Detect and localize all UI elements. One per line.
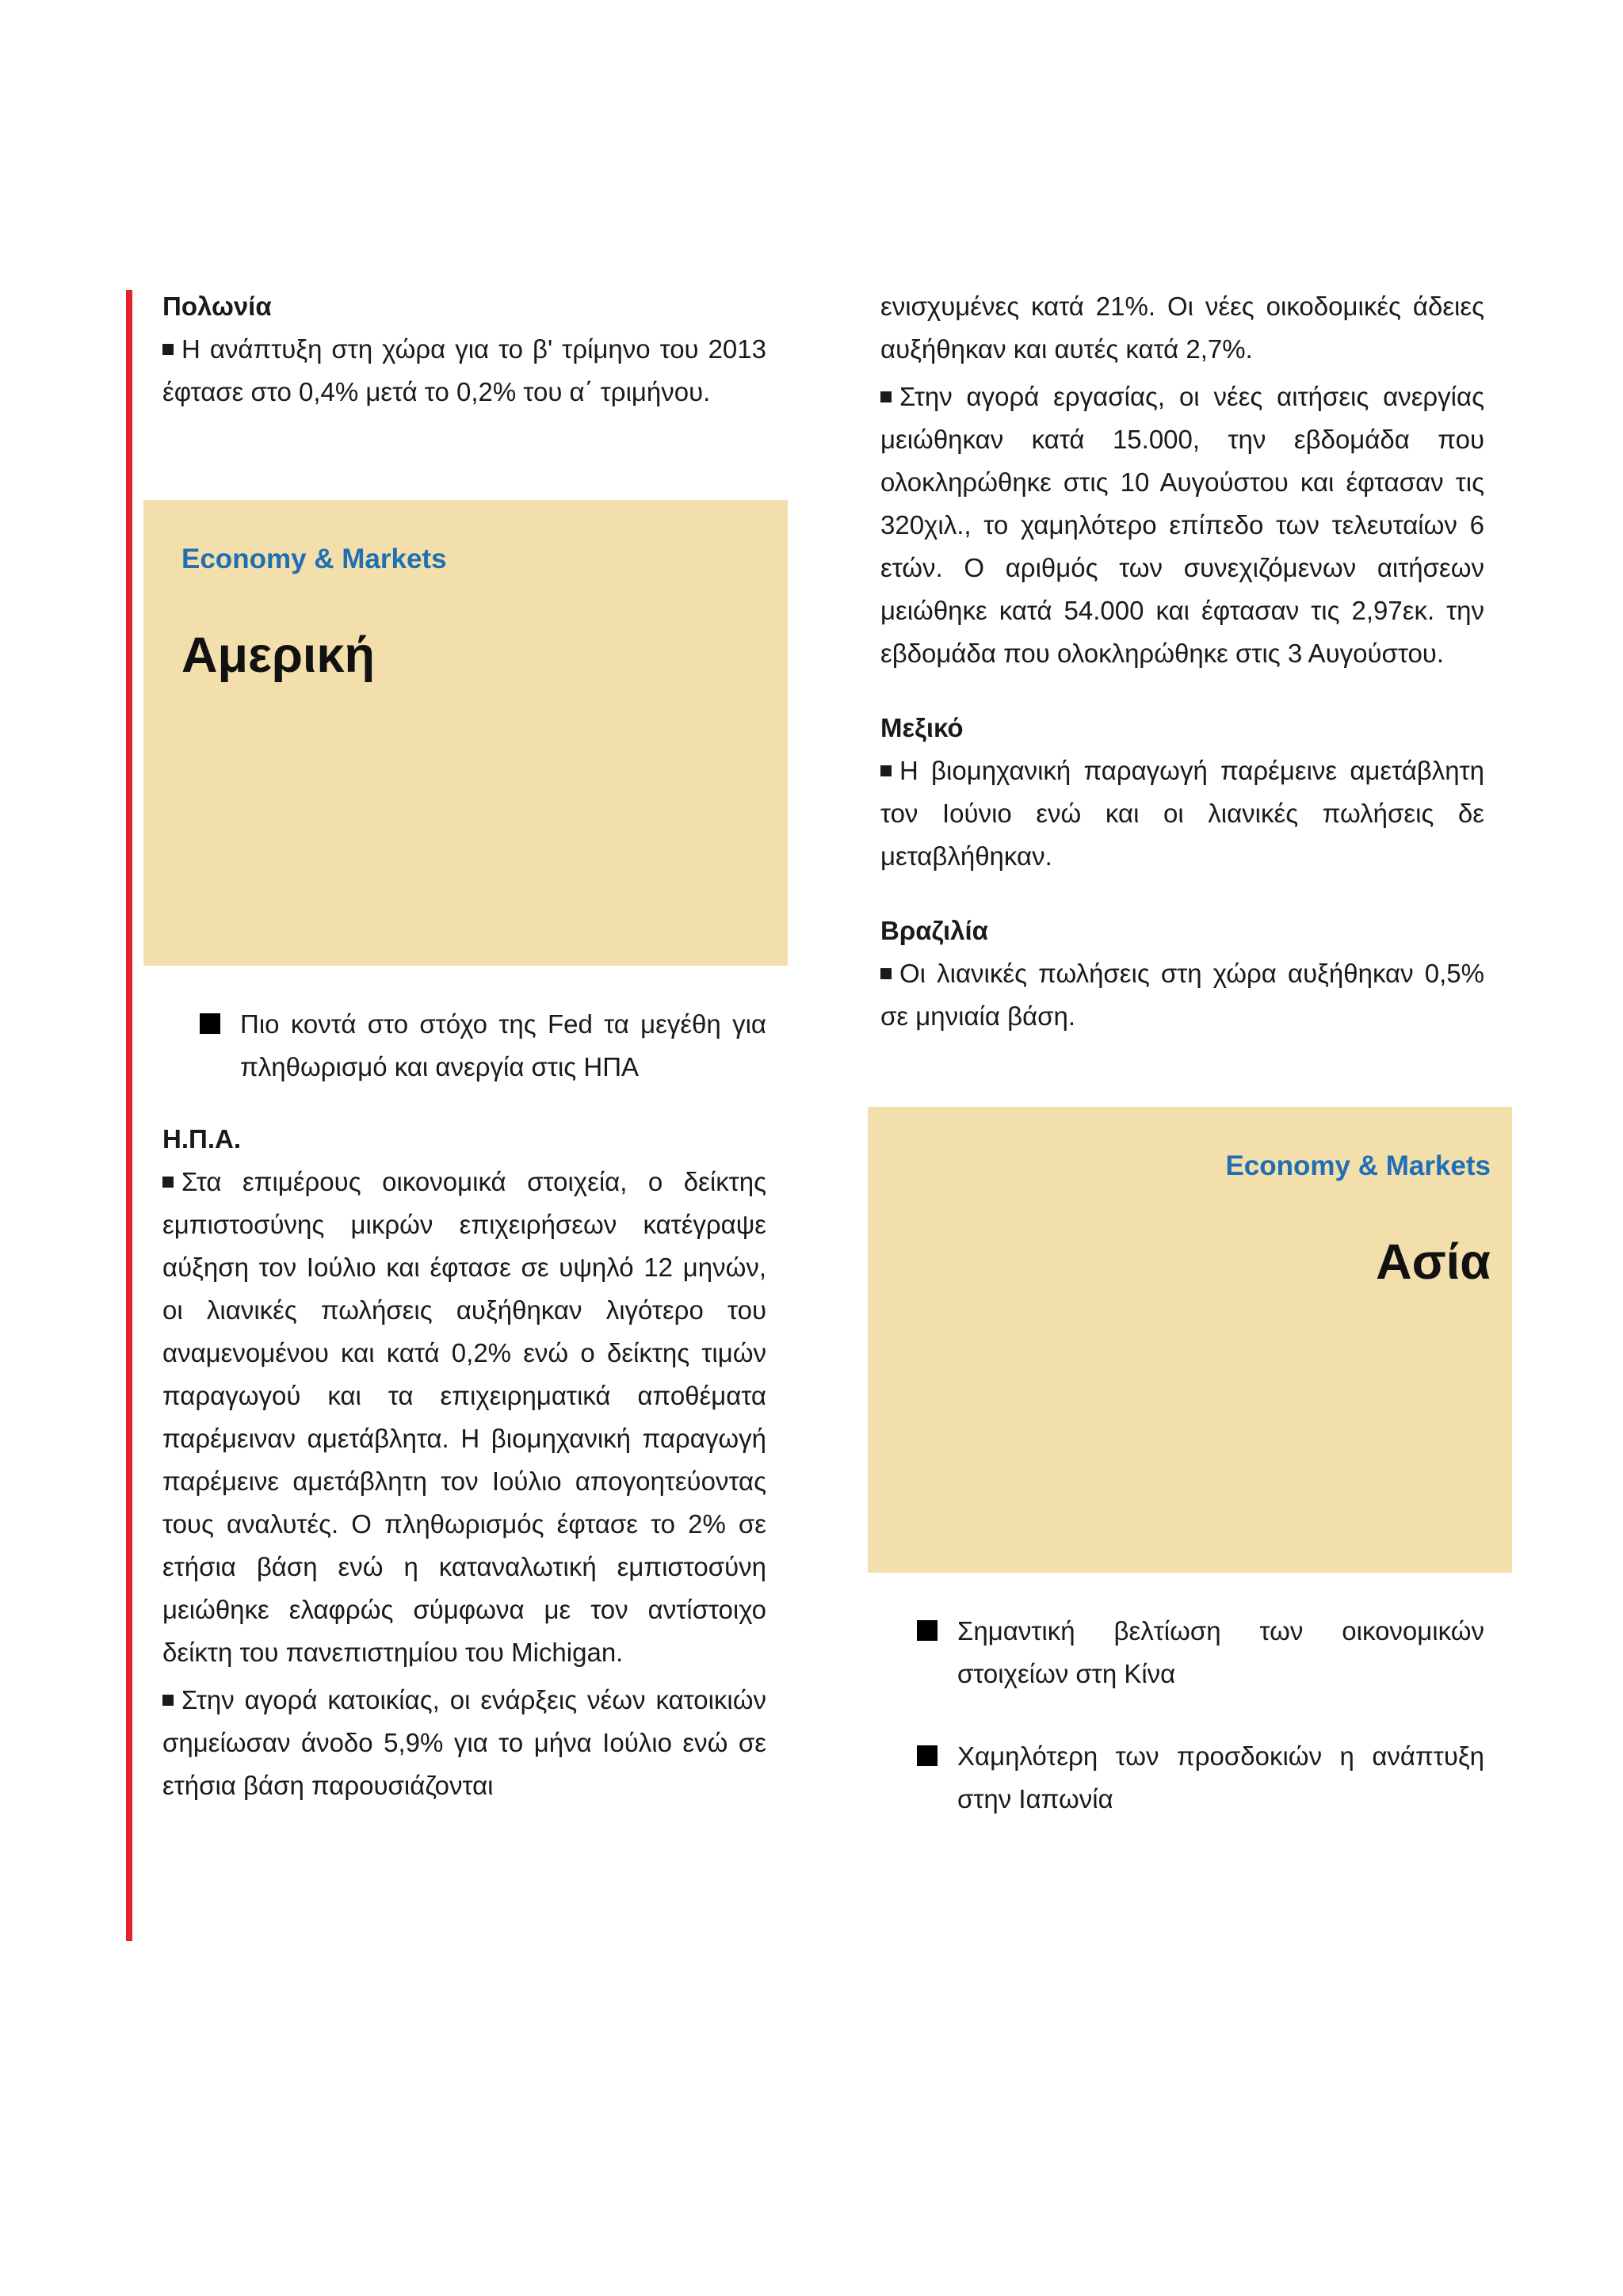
- poland-paragraph: Η ανάπτυξη στη χώρα για το β' τρίμηνο του 2013 έφτασε στο 0,4% μετά το 0,2% του α΄ τριμήνου.: [162, 334, 766, 406]
- usa-continued-paragraph-1: ενισχυμένες κατά 21%. Οι νέες οικοδομικές άδειες αυξήθηκαν και αυτές κατά 2,7%.: [880, 292, 1484, 364]
- brazil-heading: Βραζιλία: [880, 916, 988, 945]
- asia-highlights: [917, 1610, 1484, 1821]
- section-kicker: Economy & Markets: [1225, 1150, 1491, 1181]
- section-banner-america: [143, 500, 788, 966]
- square-bullet-icon: [200, 1013, 220, 1034]
- right-column-top: [880, 285, 1484, 1043]
- section-kicker: Economy & Markets: [181, 543, 447, 574]
- square-bullet-icon: [880, 765, 892, 776]
- highlight-item: Σημαντική βελτίωση των οικονομικών στοιχείων στη Κίνα: [917, 1610, 1484, 1695]
- square-bullet-icon: [162, 1695, 174, 1706]
- section-title-asia: Ασία: [1376, 1234, 1491, 1290]
- usa-continued-paragraph-2: Στην αγορά εργασίας, οι νέες αιτήσεις ανεργίας μειώθηκαν κατά 15.000, την εβδομάδα που ολοκληρώθηκε στις 10 Αυγούστου και έφτασαν τις 320χιλ., το χαμηλότερο επίπεδο των τελευταίων 6 ετών. Ο αριθμός των συνεχιζόμενων αιτήσεων μειώθηκε κατά 54.000 και έφτασαν τις 2,97εκ. την εβδομάδα που ολοκληρώθηκε στις 3 Αυγούστου.: [880, 382, 1484, 668]
- brazil-paragraph: Οι λιανικές πωλήσεις στη χώρα αυξήθηκαν 0,5% σε μηνιαία βάση.: [880, 959, 1484, 1031]
- square-bullet-icon: [917, 1745, 938, 1766]
- square-bullet-icon: [880, 391, 892, 402]
- square-bullet-icon: [162, 344, 174, 355]
- highlight-item: Χαμηλότερη των προσδοκιών η ανάπτυξη στην Ιαπωνία: [917, 1735, 1484, 1821]
- usa-section: [162, 1118, 766, 1812]
- usa-heading: Η.Π.Α.: [162, 1124, 241, 1154]
- square-bullet-icon: [917, 1620, 938, 1641]
- usa-paragraph-1: Στα επιμέρους οικονομικά στοιχεία, ο δείκτης εμπιστοσύνης μικρών επιχειρήσεων κατέγραψε αύξηση τον Ιούλιο και έφτασε σε υψηλό 12 μηνών, οι λιανικές πωλήσεις αυξήθηκαν λιγότερο του αναμενομένου και κατά 0,2% ενώ ο δείκτης τιμών παραγωγού και τα επιχειρηματικά αποθέματα παρέμειναν αμετάβλητα. Η βιομηχανική παραγωγή παρέμεινε αμετάβλητη τον Ιούλιο απογοητεύοντας τους αναλυτές. Ο πληθωρισμός έφτασε το 2% σε ετήσια βάση ενώ η καταναλωτική εμπιστοσύνη μειώθηκε ελαφρώς σύμφωνα με τον αντίστοιχο δείκτη του πανεπιστημίου του Michigan.: [162, 1167, 766, 1667]
- usa-paragraph-2: Στην αγορά κατοικίας, οι ενάρξεις νέων κατοικιών σημείωσαν άνοδο 5,9% για το μήνα Ιούλιο ενώ σε ετήσια βάση παρουσιάζονται: [162, 1685, 766, 1800]
- poland-heading: Πολωνία: [162, 292, 272, 321]
- america-highlights: [200, 1003, 766, 1089]
- square-bullet-icon: [880, 968, 892, 979]
- section-banner-asia: [868, 1107, 1512, 1573]
- section-title-america: Αμερική: [181, 627, 376, 683]
- highlight-item: Πιο κοντά στο στόχο της Fed τα μεγέθη για πληθωρισμό και ανεργία στις ΗΠΑ: [200, 1003, 766, 1089]
- left-accent-bar: [126, 290, 132, 1941]
- mexico-heading: Μεξικό: [880, 713, 964, 742]
- left-column-top: [162, 285, 766, 418]
- mexico-paragraph: Η βιομηχανική παραγωγή παρέμεινε αμετάβλητη τον Ιούνιο ενώ και οι λιανικές πωλήσεις δε μεταβλήθηκαν.: [880, 756, 1484, 871]
- square-bullet-icon: [162, 1177, 174, 1188]
